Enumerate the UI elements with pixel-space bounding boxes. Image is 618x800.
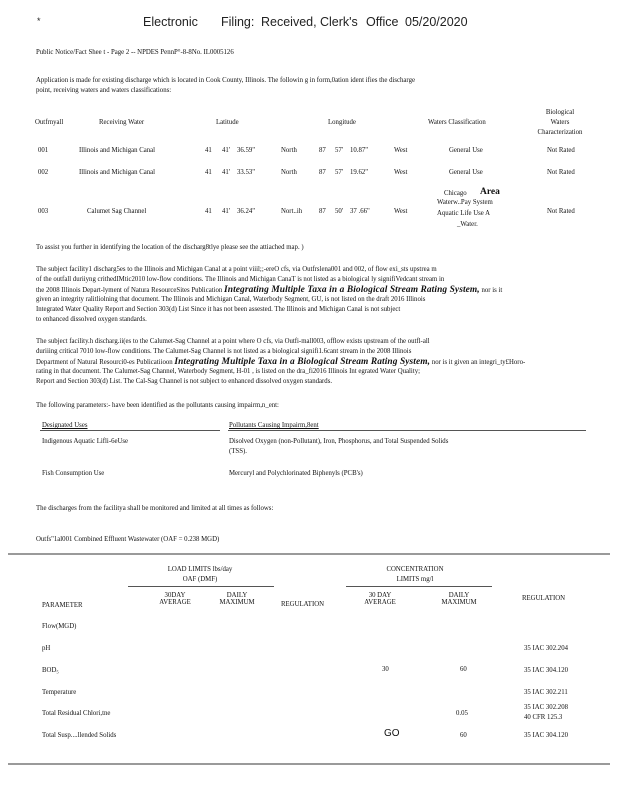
col-conc-daily-line-1: DAILY [448, 592, 470, 599]
row-water: Calumet Sag Channel [87, 208, 147, 215]
limit-param: Temperature [42, 689, 77, 696]
row-lat-deg: 41 [205, 208, 212, 215]
impair-row1-use: Indigenous Aquatic Lifli-6eUse [42, 438, 129, 445]
notice-line: Public Notice/Fact Shee t - Page 2 -- NPDES PennP°-8-8No. IL0005126 [36, 49, 234, 56]
impair-header-pollutants: Pollutants Causing Impairm,8ent [229, 422, 319, 429]
row-classification-line-2: Area [480, 187, 500, 197]
filing-header-word-2: Filing: [221, 15, 255, 29]
row-classification: General Use [449, 147, 483, 154]
col-conc-daily-line-2: MAXIMUM [441, 599, 477, 606]
row-outfall: 001 [38, 147, 49, 154]
para2-line-1: The subject facility.h discharg.ii(es to the Calumet-Sag Channel at a point where O cfs, via Outfi-mall003, offlow exists upstream of the outfl-all [36, 338, 430, 345]
header-latitude: Latitude [216, 119, 239, 126]
limit-param: Flow(MGD) [42, 623, 77, 630]
load-limits-rule [128, 586, 274, 587]
limit-regulation: 35 IAC 304.120 [524, 667, 568, 674]
row-water: Illinois and Michigan Canal [79, 147, 156, 154]
conc-limits-subtitle: LIMITS mg/l [396, 576, 434, 583]
para1-line-3a: the 2008 Illinois Depart-lyment of Natura ResourceSites Publication [36, 287, 225, 294]
intro-line-2: point, receiving waters and waters classifications: [36, 87, 172, 94]
para2-line-2: duriiing critical 7010 low-flow conditions. The Calumet-Sag Channel is not listed as a biological signifi1.6cant stream in the 2008 Illinois [36, 348, 412, 355]
limit-conc-max: 0.05 [456, 710, 468, 717]
para2-line-3b: nor is it given an integri_ty£Horo- [430, 359, 526, 366]
filing-header-mark: * [37, 16, 41, 26]
row-lon-deg: 87 [319, 169, 326, 176]
limit-param: pH [42, 645, 51, 652]
limit-regulation: 35 IAC 302.204 [524, 645, 568, 652]
limit-param: Total Residual Chlori,tne [42, 710, 111, 717]
assist-line: To assist you further in identifying the location of the discharg8tlye please see the attiached map. ) [36, 244, 304, 251]
para1-line-2: of the outfall duriiyng crithedIMtic2010 low-flow conditions. The Illinois and Michigan CanaT is not listed as a biological ly signifiVedcant stream in [36, 276, 445, 283]
para1-line-1: The subject facility1 discharg5es to the Illinois and Michigan Canal at a point viiil;;-ereO cfs, via Outfrslena001 and 002, of flow exi_sts upstrea m [36, 266, 437, 273]
row-lat-dir: North [281, 169, 297, 176]
load-limits-title: LOAD LIMITS lbs/day [167, 566, 233, 573]
row-classification-line-3: Waterw..Pay System [437, 199, 493, 206]
para2-line-3a: Department of Natural Resourci0-es Publicatiioon [36, 359, 175, 366]
row-bio-rating: Not Rated [547, 147, 575, 154]
limit-param: Total Susp....llended Solids [42, 732, 117, 739]
limit-conc-avg: 30 [382, 666, 389, 673]
header-longitude: Longitude [328, 119, 356, 126]
impair-row2-pollutants: Mercuryl and Polychlorinated Biphenyls (PCB's) [229, 470, 363, 477]
header-receiving-water: Receiving Water [99, 119, 145, 126]
impair-header-rule-right [228, 430, 586, 431]
row-lon-min: 50' [335, 208, 344, 215]
monitor-line: The discharges from the facilitya shall be monitored and limited at all times as follows: [36, 505, 274, 512]
row-lat-deg: 41 [205, 147, 212, 154]
row-lat-sec: 33.53" [237, 169, 256, 176]
impair-row1-pollutants-tss: (TSS). [229, 448, 247, 455]
bottom-divider [8, 763, 610, 765]
col-load-30day-line-1: 30DAY [164, 592, 186, 599]
row-lon-dir: West [394, 147, 408, 154]
row-bio-rating: Not Rated [547, 208, 575, 215]
header-outfall: Outfrnyall [35, 119, 64, 126]
row-lat-min: 41' [222, 147, 231, 154]
row-lat-deg: 41 [205, 169, 212, 176]
limit-regulation: 35 IAC 304.120 [524, 732, 568, 739]
row-lat-sec: 36.59" [237, 147, 256, 154]
intro-line-1: Application is made for existing discharge which is located in Cook County, Illinois. The followin g in form,0ation ident ifies the discharge [36, 77, 415, 84]
col-regulation-2: REGULATION [522, 595, 566, 602]
row-lon-deg: 87 [319, 208, 326, 215]
impair-row1-pollutants: Disolved Oxygen (non-Pollutant), Iron, Phosphorus, and Total Suspended Solids [229, 438, 449, 445]
col-load-30day-line-2: AVERAGE [159, 599, 191, 606]
row-lon-dir: West [394, 169, 408, 176]
header-bio-3: Characterization [537, 129, 583, 136]
row-classification-line-5: _Water. [457, 221, 478, 228]
row-lon-dir: West [394, 208, 408, 215]
outfall-line: Outfs"1al001 Combined Effluent Wastewater (OAF = 0.238 MGD) [36, 536, 220, 543]
col-conc-30day-line-1: 30 DAY [368, 592, 392, 599]
row-classification: General Use [449, 169, 483, 176]
row-classification-line-1: Chicago [444, 190, 467, 197]
header-bio-1: Biological [545, 109, 575, 116]
col-conc-30day-line-2: AVERAGE [364, 599, 396, 606]
row-lat-min: 41' [222, 208, 231, 215]
header-bio-2: Waters [550, 119, 570, 126]
conc-limits-title: CONCENTRATION [386, 566, 444, 573]
row-lat-sec: 36.24" [237, 208, 256, 215]
limit-regulation: 35 IAC 302.211 [524, 689, 568, 696]
load-limits-subtitle: OAF (DMF) [182, 576, 218, 583]
para1-line-3b: nor is it [479, 287, 503, 294]
para1-pub-title: Integrating Multiple Taxa in a Biological Stream Rating System, [224, 285, 480, 295]
para1-line-6: to enhanced dissolved oxygen standards. [36, 316, 147, 323]
col-parameter: PARAMETER [42, 602, 83, 609]
header-waters-classification: Waters Classification [428, 119, 486, 126]
row-lon-sec: 37 .66" [350, 208, 370, 215]
para2-line-4: rating in that document. The Calumet-Sag Channel, Waterbody Segment, H-01 , is listed on the dra_fi2016 Illinois Int egrated Water Quality; [36, 368, 420, 375]
limit-regulation: 35 IAC 302.208 [524, 704, 568, 711]
section-divider [8, 553, 610, 555]
row-lon-sec: 10.87" [350, 147, 369, 154]
row-bio-rating: Not Rated [547, 169, 575, 176]
row-lat-min: 41' [222, 169, 231, 176]
row-lon-min: 57' [335, 169, 344, 176]
para1-line-4: given an integrity ralitliolning that document. The Illinois and Michigan Canal, Waterbody Segment, GU, is not listed on the draft 2016 Illinois [36, 296, 426, 303]
col-load-daily-line-1: DAILY [226, 592, 248, 599]
filing-header-date: 05/20/2020 [405, 15, 468, 29]
col-regulation-1: REGULATION [281, 601, 325, 608]
col-load-daily-line-2: MAXIMUM [219, 599, 255, 606]
row-classification-line-4: Aquatic Life Use A [437, 210, 491, 217]
col-load-30day [150, 592, 200, 606]
row-lon-min: 57' [335, 147, 344, 154]
row-lat-dir: North [281, 147, 297, 154]
filing-header-word-4: Clerk's [320, 15, 358, 29]
col-load-daily [212, 592, 262, 606]
limit-conc-max: 60 [460, 666, 467, 673]
limit-conc-avg: GO [384, 728, 400, 739]
col-conc-daily [434, 592, 484, 606]
parameters-line: The following parameters:- have been identified as the pollutants causing impairm,n_ent: [36, 402, 279, 409]
filing-header-word-3: Received, [261, 15, 317, 29]
para2-line-5: Report and Section 303(d) List. The Cal-Sag Channel is not subject to enhanced dissolved oxygen standards. [36, 378, 333, 385]
impair-header-rule-left [40, 430, 220, 431]
row-lon-sec: 19.62" [350, 169, 369, 176]
para2-line-3 [36, 357, 525, 367]
impair-header-uses: Designated Uses [42, 422, 88, 429]
impair-row2-use: Fish Consumption Use [42, 470, 105, 477]
limit-conc-max: 60 [460, 732, 467, 739]
para1-line-5: Integrated Water Quality Report and Section 303(d) List Since it has not been assested. The Illinois and Michigan Canal is not subject [36, 306, 401, 313]
para2-pub-title: Integrating Multiple Taxa in a Biological Stream Rating System, [174, 357, 431, 367]
limit-param: BOD₅ [42, 667, 59, 674]
row-outfall: 003 [38, 208, 49, 215]
col-conc-30day [355, 592, 405, 606]
row-water: Illinois and Michigan Canal [79, 169, 156, 176]
filing-header-word-5: Office [366, 15, 399, 29]
conc-limits-rule [346, 586, 492, 587]
para1-line-3 [36, 285, 502, 295]
filing-header-word-1: Electronic [143, 15, 198, 29]
row-lon-deg: 87 [319, 147, 326, 154]
limit-regulation-2: 40 CFR 125.3 [524, 714, 563, 721]
row-outfall: 002 [38, 169, 49, 176]
row-lat-dir: Nort..ih [281, 208, 303, 215]
